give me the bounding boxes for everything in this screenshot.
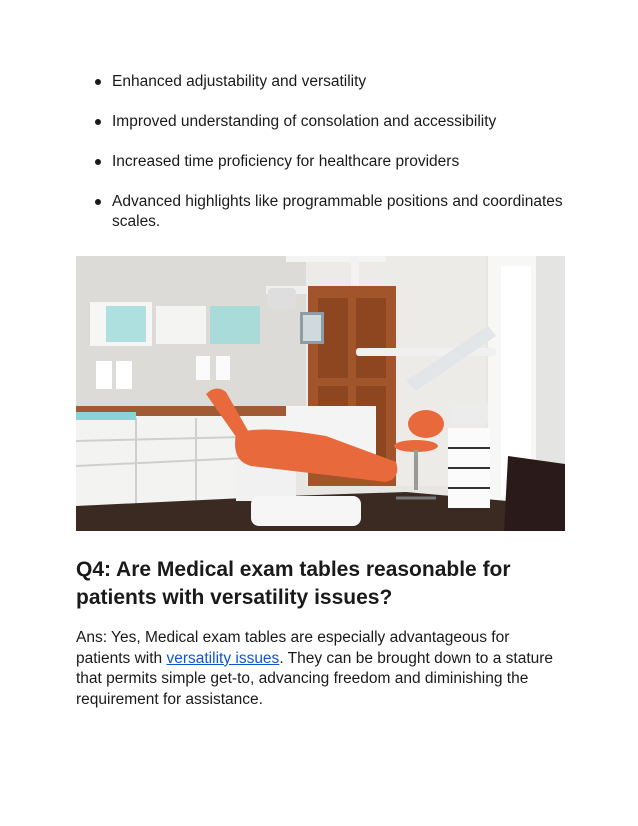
- list-item: Increased time proficiency for healthcare providers: [95, 152, 565, 172]
- question-heading: Q4: Are Medical exam tables reasonable for patients with versatility issues?: [76, 558, 511, 609]
- answer-text-end: . They can be brought down to a stature that permits simple get-to, advancing freedom and diminishing the requirement for assistance.: [76, 649, 554, 708]
- versatility-issues-link[interactable]: versatility issues: [166, 649, 280, 667]
- list-item: Enhanced adjustability and versatility: [95, 72, 565, 92]
- list-item: Improved understanding of consolation and accessibility: [95, 112, 565, 132]
- list-item: Advanced highlights like programmable positions and coordinates scales.: [95, 192, 565, 232]
- answer-paragraph: [76, 628, 566, 710]
- answer-text-start: Ans: Yes, Medical exam tables are especially advantageous for patients with: [76, 629, 510, 667]
- clinic-illustration: [76, 256, 565, 531]
- dental-clinic-photo: [76, 256, 565, 531]
- feature-list: [95, 72, 565, 252]
